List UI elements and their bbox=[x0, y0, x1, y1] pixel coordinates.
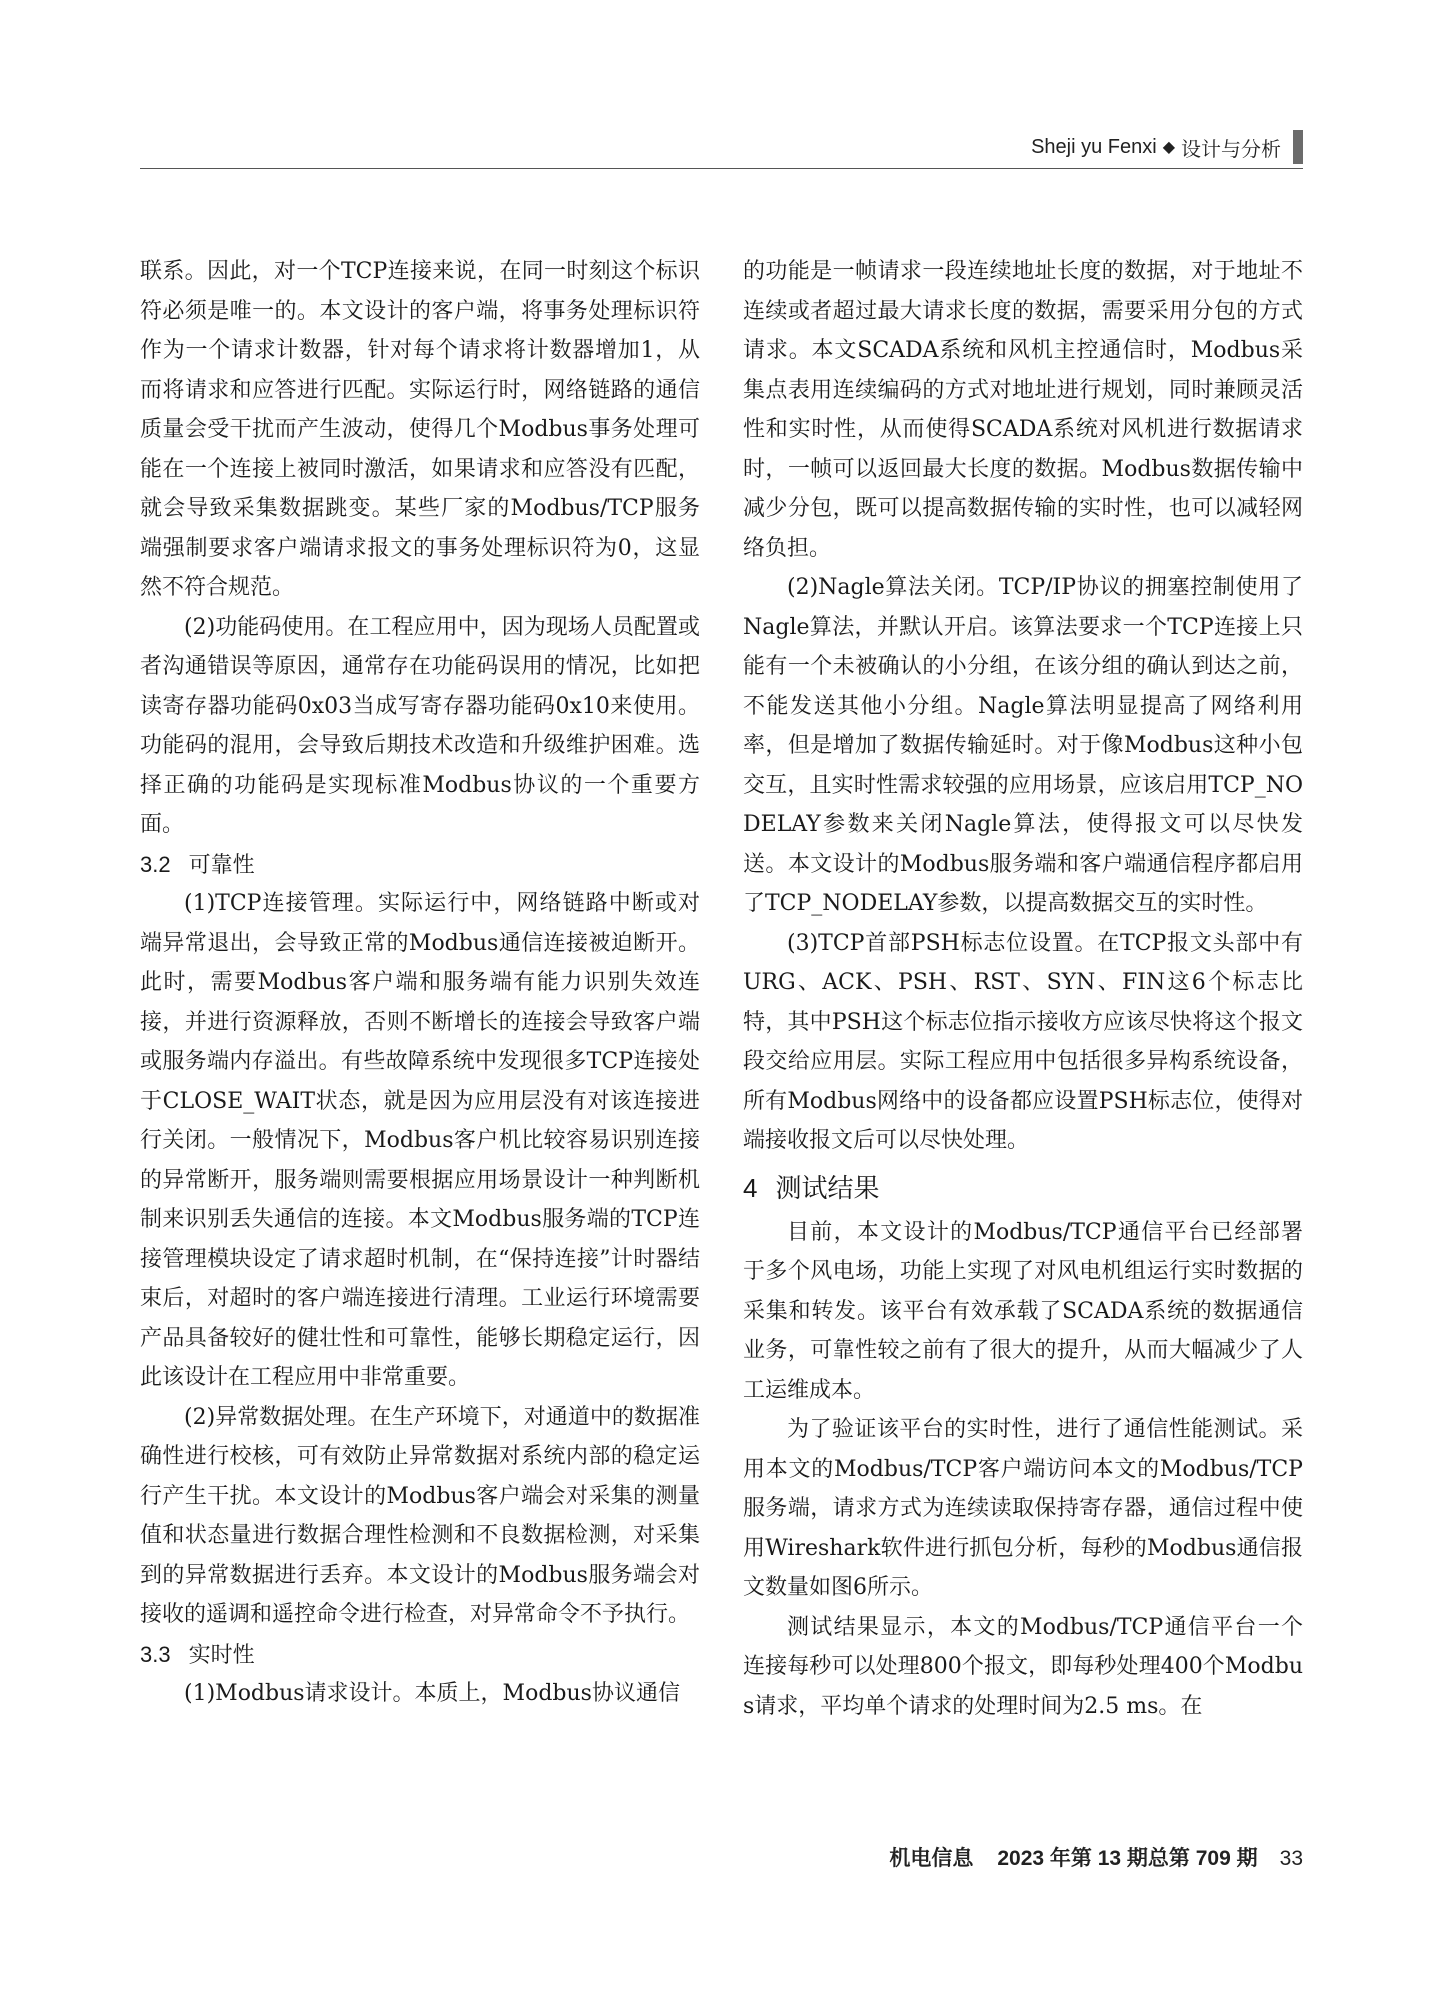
paragraph: (1)TCP连接管理。实际运行中，网络链路中断或对端异常退出，会导致正常的Modbus通信连接被迫断开。此时，需要Modbus客户端和服务端有能力识别失效连接，并进行资源释放，否则不断增长的连接会导致客户端或服务端内存溢出。有些故障系统中发现很多TCP连接处于CLOSE_WAIT状态，就是因为应用层没有对该连接进行关闭。一般情况下，Modbus客户机比较容易识别连接的异常断开，服务端则需要根据应用场景设计一种判断机制来识别丢失通信的连接。本文Modbus服务端的TCP连接管理模块设定了请求超时机制，在“保持连接”计时器结束后，对超时的客户端连接进行清理。工业运行环境需要产品具备较好的健壮性和可靠性，能够长期稳定运行，因此该设计在工程应用中非常重要。 bbox=[140, 891, 700, 1390]
section-heading-4 bbox=[743, 1167, 1303, 1209]
header-pinyin: Sheji yu Fenxi bbox=[1031, 135, 1157, 158]
header-bar bbox=[1293, 130, 1303, 164]
paragraph: 目前，本文设计的Modbus/TCP通信平台已经部署于多个风电场，功能上实现了对风电机组运行实时数据的采集和转发。该平台有效承载了SCADA系统的数据通信业务，可靠性较之前有了很大的提升，从而大幅减少了人工运维成本。 bbox=[743, 1219, 1303, 1403]
paragraph: 为了验证该平台的实时性，进行了通信性能测试。采用本文的Modbus/TCP客户端访问本文的Modbus/TCP服务端，请求方式为连续读取保持寄存器，通信过程中使用Wireshark软件进行抓包分析，每秒的Modbus通信报文数量如图6所示。 bbox=[743, 1417, 1303, 1600]
right-column bbox=[743, 252, 1303, 1726]
footer-issue: 2023 年第 13 期总第 709 期 bbox=[997, 1847, 1258, 1870]
subsection-heading-3-3 bbox=[140, 1635, 700, 1675]
paragraph: (2)Nagle算法关闭。TCP/IP协议的拥塞控制使用了Nagle算法，并默认开启。该算法要求一个TCP连接上只能有一个未被确认的小分组，在该分组的确认到达之前，不能发送其他小分组。Nagle算法明显提高了网络利用率，但是增加了数据传输延时。对于像Modbus这种小包交互，且实时性需求较强的应用场景，应该启用TCP_NODELAY参数来关闭Nagle算法，使得报文可以尽快发送。本文设计的Modbus服务端和客户端通信程序都启用了TCP_NODELAY参数，以提高数据交互的实时性。 bbox=[743, 575, 1303, 916]
paragraph: 的功能是一帧请求一段连续地址长度的数据，对于地址不连续或者超过最大请求长度的数据，需要采用分包的方式请求。本文SCADA系统和风机主控通信时，Modbus采集点表用连续编码的方式对地址进行规划，同时兼顾灵活性和实时性，从而使得SCADA系统对风机进行数据请求时，一帧可以返回最大长度的数据。Modbus数据传输中减少分包，既可以提高数据传输的实时性，也可以减轻网络负担。 bbox=[743, 259, 1303, 561]
page-footer bbox=[889, 1842, 1303, 1872]
heading-title: 可靠性 bbox=[188, 851, 255, 877]
paragraph: 测试结果显示，本文的Modbus/TCP通信平台一个连接每秒可以处理800个报文，即每秒处理400个Modbus请求，平均单个请求的处理时间为2.5 ms。在 bbox=[743, 1614, 1303, 1719]
subsection-heading-3-2 bbox=[140, 845, 700, 885]
heading-title: 实时性 bbox=[188, 1641, 255, 1667]
header-section: 设计与分析 bbox=[1181, 138, 1281, 161]
heading-number: 3.3 bbox=[140, 1641, 171, 1667]
paragraph: (3)TCP首部PSH标志位设置。在TCP报文头部中有URG、ACK、PSH、RST、SYN、FIN这6个标志比特，其中PSH这个标志位指示接收方应该尽快将这个报文段交给应用层。实际工程应用中包括很多异构系统设备，所有Modbus网络中的设备都应设置PSH标志位，使得对端接收报文后可以尽快处理。 bbox=[743, 930, 1303, 1153]
heading-title: 测试结果 bbox=[775, 1172, 880, 1203]
running-header bbox=[1031, 130, 1303, 164]
heading-number: 3.2 bbox=[140, 851, 171, 877]
paragraph: 联系。因此，对一个TCP连接来说，在同一时刻这个标识符必须是唯一的。本文设计的客户端，将事务处理标识符作为一个请求计数器，针对每个请求将计数器增加1，从而将请求和应答进行匹配。实际运行时，网络链路的通信质量会受干扰而产生波动，使得几个Modbus事务处理可能在一个连接上被同时激活，如果请求和应答没有匹配，就会导致采集数据跳变。某些厂家的Modbus/TCP服务端强制要求客户端请求报文的事务处理标识符为0，这显然不符合规范。 bbox=[140, 259, 700, 600]
paragraph: (2)功能码使用。在工程应用中，因为现场人员配置或者沟通错误等原因，通常存在功能码误用的情况，比如把读寄存器功能码0x03当成写寄存器功能码0x10来使用。功能码的混用，会导致后期技术改造和升级维护困难。选择正确的功能码是实现标准Modbus协议的一个重要方面。 bbox=[140, 614, 700, 837]
diamond-icon: ◆ bbox=[1162, 139, 1175, 156]
paragraph: (2)异常数据处理。在生产环境下，对通道中的数据准确性进行校核，可有效防止异常数据对系统内部的稳定运行产生干扰。本文设计的Modbus客户端会对采集的测量值和状态量进行数据合理性检测和不良数据检测，对采集到的异常数据进行丢弃。本文设计的Modbus服务端会对接收的遥调和遥控命令进行检查，对异常命令不予执行。 bbox=[140, 1404, 700, 1627]
paragraph: (1)Modbus请求设计。本质上，Modbus协议通信 bbox=[184, 1681, 680, 1706]
heading-number: 4 bbox=[743, 1172, 758, 1203]
header-rule bbox=[140, 168, 1303, 169]
page-number: 33 bbox=[1279, 1847, 1303, 1870]
footer-journal: 机电信息 bbox=[889, 1847, 974, 1870]
left-column bbox=[140, 252, 700, 1714]
